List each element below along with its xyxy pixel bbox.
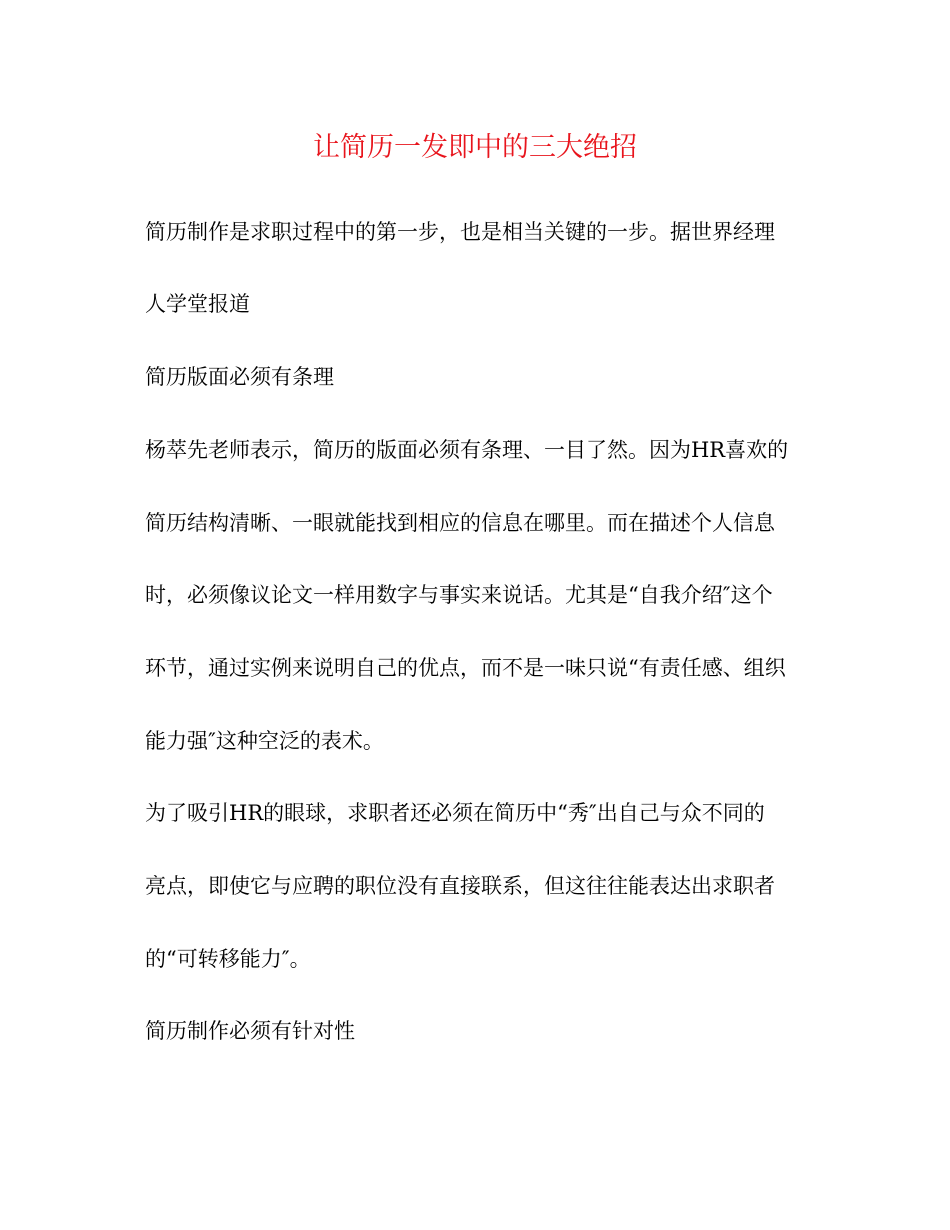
paragraph-line: 能力强″这种空泛的表术。: [145, 729, 384, 753]
section-heading: 简历版面必须有条理: [145, 365, 334, 389]
paragraph-line: 简历制作是求职过程中的第一步，也是相当关键的一步。据世界经理: [145, 220, 775, 244]
section-heading: 简历制作必须有针对性: [145, 1019, 355, 1043]
document-title: 让简历一发即中的三大绝招: [313, 132, 637, 163]
paragraph-line: 简历结构清晰、一眼就能找到相应的信息在哪里。而在描述个人信息: [145, 511, 775, 535]
paragraph-line: 杨萃先老师表示，简历的版面必须有条理、一目了然。因为HR喜欢的: [145, 438, 789, 462]
paragraph-line: 时，必须像议论文一样用数字与事实来说话。尤其是“自我介绍″这个: [145, 583, 773, 607]
paragraph-line: 人学堂报道: [145, 292, 250, 316]
paragraph-line: 的“可转移能力″。: [145, 947, 311, 971]
paragraph-line: 亮点，即使它与应聘的职位没有直接联系，但这往往能表达出求职者: [145, 874, 775, 898]
paragraph-line: 为了吸引HR的眼球，求职者还必须在简历中“秀″出自己与众不同的: [145, 801, 765, 825]
paragraph-line: 环节，通过实例来说明自己的优点，而不是一味只说“有责任感、组织: [145, 656, 786, 680]
